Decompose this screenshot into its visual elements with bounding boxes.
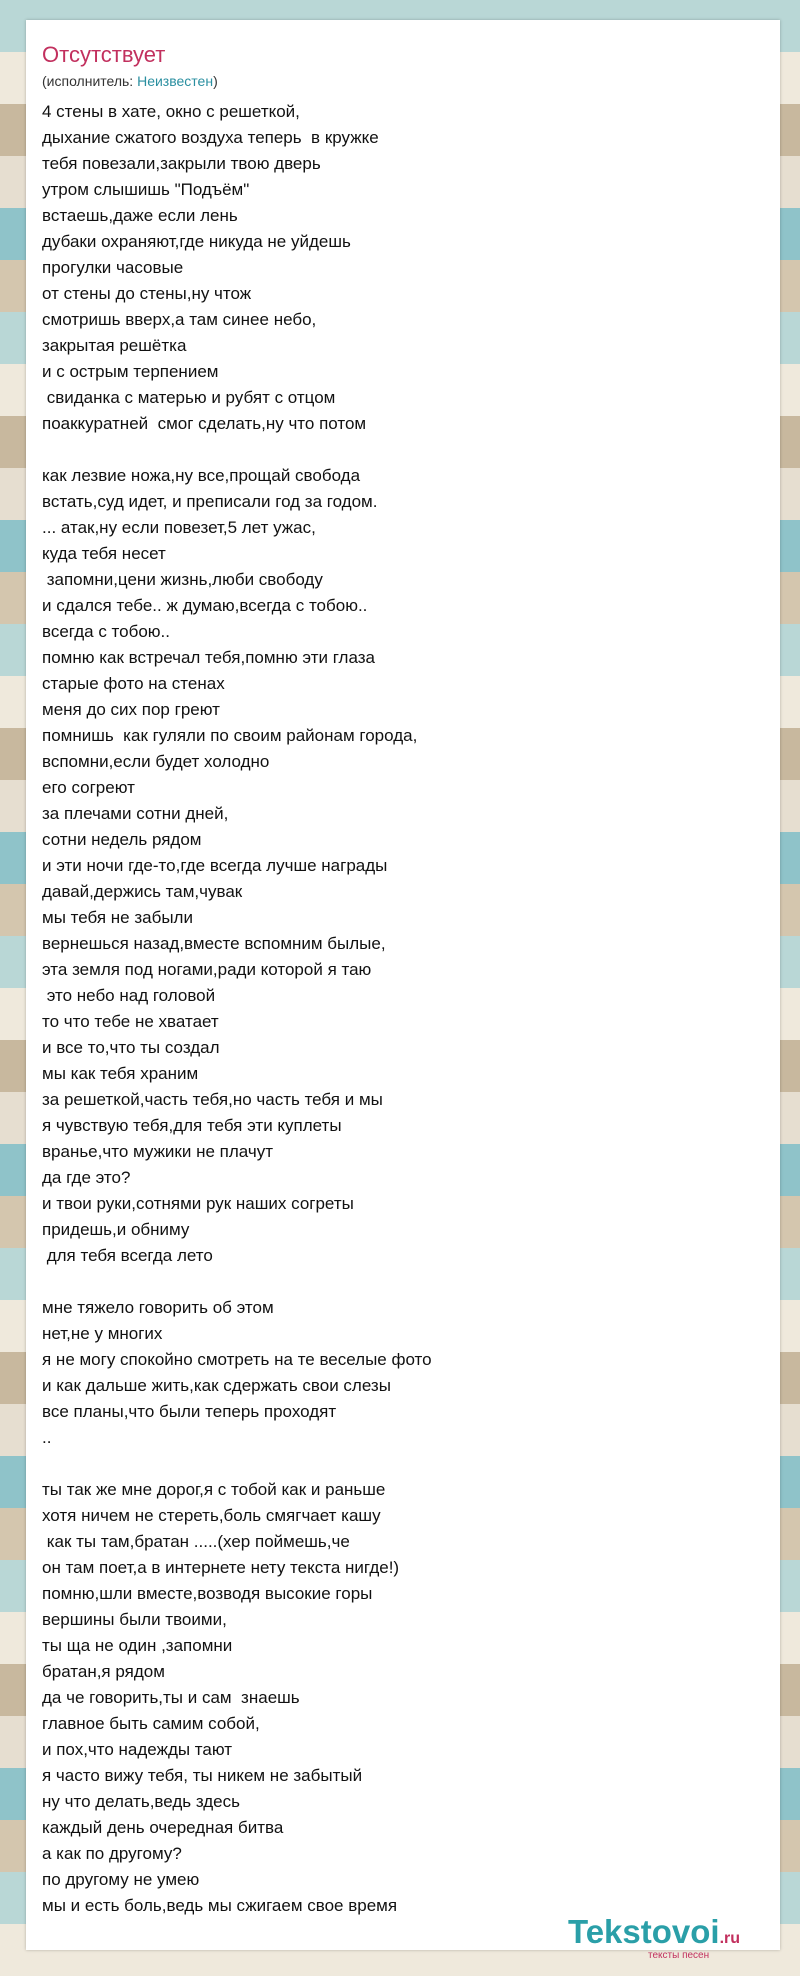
- lyrics-line: по другому не умею: [42, 1870, 200, 1889]
- lyrics-line: всегда с тобою..: [42, 622, 170, 641]
- lyrics-line: за решеткой,часть тебя,но часть тебя и мы: [42, 1090, 383, 1109]
- lyrics-line: все планы,что были теперь проходят: [42, 1402, 337, 1421]
- lyrics-line: для тебя всегда лето: [42, 1246, 213, 1265]
- lyrics-line: я чувствую тебя,для тебя эти куплеты: [42, 1116, 342, 1135]
- lyrics-line: от стены до стены,ну чтож: [42, 284, 252, 303]
- lyrics-card: [26, 20, 780, 1950]
- lyrics-line: братан,я рядом: [42, 1662, 165, 1681]
- logo-domain: .ru: [719, 1930, 741, 1947]
- lyrics-text: [42, 99, 762, 1919]
- lyrics-line: главное быть самим собой,: [42, 1714, 260, 1733]
- lyrics-line: его согреют: [42, 778, 135, 797]
- lyrics-line: запомни,цени жизнь,люби свободу: [42, 570, 323, 589]
- lyrics-line: куда тебя несет: [42, 544, 166, 563]
- lyrics-line: поаккуратней смог сделать,ну что потом: [42, 414, 367, 433]
- lyrics-line: каждый день очередная битва: [42, 1818, 284, 1837]
- lyrics-line: прогулки часовые: [42, 258, 184, 277]
- lyrics-line: нет,не у многих: [42, 1324, 163, 1343]
- lyrics-line: как ты там,братан .....(хер поймешь,че: [42, 1532, 350, 1551]
- logo-text: Tekstovoi: [568, 1913, 720, 1950]
- lyrics-line: и твои руки,сотнями рук наших согреты: [42, 1194, 354, 1213]
- lyrics-line: [42, 437, 762, 463]
- lyrics-line: смотришь вверх,а там синее небо,: [42, 310, 317, 329]
- lyrics-line: да где это?: [42, 1168, 131, 1187]
- lyrics-line: старые фото на стенах: [42, 674, 225, 693]
- performer-suffix: ): [213, 73, 218, 89]
- performer-line: [42, 73, 218, 89]
- lyrics-line: мы и есть боль,ведь мы сжигаем свое время: [42, 1896, 398, 1915]
- lyrics-line: помню,шли вместе,возводя высокие горы: [42, 1584, 373, 1603]
- lyrics-line: утром слышишь "Подъём": [42, 180, 250, 199]
- lyrics-line: тебя повезали,закрыли твою дверь: [42, 154, 321, 173]
- lyrics-line: встаешь,даже если лень: [42, 206, 238, 225]
- lyrics-line: и эти ночи где-то,где всегда лучше награды: [42, 856, 388, 875]
- lyrics-line: и все то,что ты создал: [42, 1038, 220, 1057]
- lyrics-line: придешь,и обниму: [42, 1220, 190, 1239]
- lyrics-line: вернешься назад,вместе вспомним былые,: [42, 934, 386, 953]
- lyrics-line: мы как тебя храним: [42, 1064, 199, 1083]
- lyrics-line: он там поет,а в интернете нету текста нигде!): [42, 1558, 400, 1577]
- lyrics-line: встать,суд идет, и преписали год за годом.: [42, 492, 378, 511]
- lyrics-line: это небо над головой: [42, 986, 216, 1005]
- lyrics-line: то что тебе не хватает: [42, 1012, 219, 1031]
- lyrics-line: я не могу спокойно смотреть на те веселые фото: [42, 1350, 432, 1369]
- lyrics-line: и пох,что надежды тают: [42, 1740, 233, 1759]
- lyrics-line: свиданка с матерью и рубят с отцом: [42, 388, 336, 407]
- lyrics-line: хотя ничем не стереть,боль смягчает кашу: [42, 1506, 381, 1525]
- lyrics-line: 4 стены в хате, окно с решеткой,: [42, 102, 300, 121]
- lyrics-line: да че говорить,ты и сам знаешь: [42, 1688, 300, 1707]
- lyrics-line: сотни недель рядом: [42, 830, 202, 849]
- lyrics-line: а как по другому?: [42, 1844, 182, 1863]
- artist-link[interactable]: Неизвестен: [137, 73, 214, 89]
- lyrics-line: как лезвие ножа,ну все,прощай свобода: [42, 466, 361, 485]
- lyrics-line: и как дальше жить,как сдержать свои слезы: [42, 1376, 391, 1395]
- performer-prefix: (исполнитель:: [42, 73, 138, 89]
- lyrics-line: мне тяжело говорить об этом: [42, 1298, 274, 1317]
- lyrics-line: и с острым терпением: [42, 362, 219, 381]
- lyrics-line: дыхание сжатого воздуха теперь в кружке: [42, 128, 379, 147]
- lyrics-line: за плечами сотни дней,: [42, 804, 229, 823]
- lyrics-line: мы тебя не забыли: [42, 908, 193, 927]
- lyrics-line: [42, 1451, 762, 1477]
- lyrics-line: вспомни,если будет холодно: [42, 752, 270, 771]
- logo-tagline: тексты песен: [648, 1950, 710, 1961]
- lyrics-line: ты так же мне дорог,я с тобой как и раньше: [42, 1480, 386, 1499]
- lyrics-line: и сдался тебе.. ж думаю,всегда с тобою..: [42, 596, 368, 615]
- lyrics-line: давай,держись там,чувак: [42, 882, 243, 901]
- lyrics-line: закрытая решётка: [42, 336, 187, 355]
- lyrics-line: вранье,что мужики не плачут: [42, 1142, 274, 1161]
- song-title: Отсутствует: [42, 42, 166, 67]
- lyrics-line: ну что делать,ведь здесь: [42, 1792, 240, 1811]
- lyrics-line: [42, 1269, 762, 1295]
- lyrics-line: вершины были твоими,: [42, 1610, 227, 1629]
- lyrics-line: помнишь как гуляли по своим районам города,: [42, 726, 418, 745]
- lyrics-line: эта земля под ногами,ради которой я таю: [42, 960, 372, 979]
- lyrics-line: ... атак,ну если повезет,5 лет ужас,: [42, 518, 316, 537]
- lyrics-line: ты ща не один ,запомни: [42, 1636, 233, 1655]
- lyrics-line: помню как встречал тебя,помню эти глаза: [42, 648, 375, 667]
- lyrics-line: дубаки охраняют,где никуда не уйдешь: [42, 232, 351, 251]
- lyrics-line: меня до сих пор греют: [42, 700, 220, 719]
- lyrics-line: ..: [42, 1428, 52, 1447]
- lyrics-line: я часто вижу тебя, ты никем не забытый: [42, 1766, 363, 1785]
